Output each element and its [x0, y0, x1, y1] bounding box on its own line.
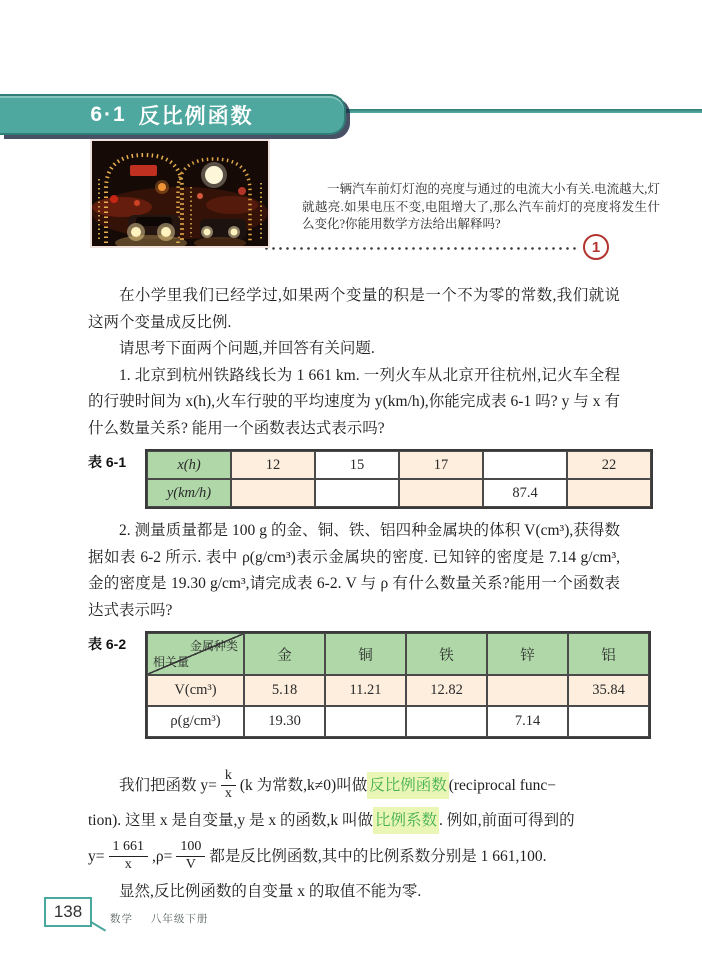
table-cell: 17 [399, 451, 483, 479]
table-cell [568, 706, 649, 737]
corner-label-top: 金属种类 [189, 639, 238, 653]
table-cell: 7.14 [487, 706, 568, 737]
corner-label-bottom: 相关量 [153, 655, 190, 669]
definition-text: 显然,反比例函数的自变量 x 的取值不能为零. [119, 883, 422, 900]
paragraph-intro: 在小学里我们已经学过,如果两个变量的积是一个不为零的常数,我们就说这两个变量成反比例. [88, 287, 620, 331]
column-header-cell: 铜 [325, 633, 406, 675]
column-header-cell: 铁 [406, 633, 487, 675]
definition-paragraph [88, 763, 620, 905]
section-title: 反比例函数 [138, 104, 254, 128]
table-cell: 15 [315, 451, 399, 479]
table-cell: 12 [231, 451, 315, 479]
table-cell [231, 479, 315, 507]
table-cell: 5.18 [244, 675, 325, 706]
table-cell [487, 675, 568, 706]
dotted-separator [265, 247, 578, 251]
diagonal-corner-cell [147, 633, 244, 675]
row-header-cell: y(km/h) [147, 479, 231, 507]
table-cell [567, 479, 651, 507]
paragraph-problem-1: 1. 北京到杭州铁路线长为 1 661 km. 一列火车从北京开往杭州,记火车全程的行驶时间为 x(h),火车行驶的平均速度为 y(km/h),你能完成表 6-1 吗? y 与 x 有什么数量关系? 能用一个函数表达式表示吗? [88, 366, 620, 437]
table-6-1-label: 表 6-1 [88, 454, 127, 470]
table-cell: 22 [567, 451, 651, 479]
photo-caption: 一辆汽车前灯灯泡的亮度与通过的电流大小有关.电流越大,灯就越亮.如果电压不变,电阻增大了,那么汽车前灯的亮度将发生什么变化?你能用数学方法给出解释吗? [302, 182, 660, 231]
night-street-photo [90, 139, 270, 248]
definition-text: (k 为常数,k≠0)叫做 [239, 776, 368, 794]
table-6-1-block [88, 449, 620, 509]
column-header-cell: 金 [244, 633, 325, 675]
definition-text: ,ρ= [152, 847, 173, 865]
table-cell: 12.82 [406, 675, 487, 706]
table-6-1 [145, 449, 653, 509]
main-text-column [88, 283, 625, 905]
table-cell: 11.21 [325, 675, 406, 706]
term-inverse-function: 反比例函数 [367, 772, 449, 799]
definition-text: (reciprocal func− [448, 776, 557, 794]
table-cell: 87.4 [483, 479, 567, 507]
column-header-cell: 锌 [487, 633, 568, 675]
callout-number-badge: 1 [583, 234, 609, 260]
table-row [147, 451, 651, 479]
table-row [147, 706, 649, 737]
definition-text: 都是反比例函数,其中的比例系数分别是 1 661,100. [209, 847, 547, 865]
footer-volume: 八年级下册 [150, 913, 209, 925]
table-cell [399, 479, 483, 507]
fraction-k-over-x: $\frac{k}{x}$ [221, 768, 236, 802]
table-cell [483, 451, 567, 479]
footer-subject: 数学 [110, 913, 133, 925]
header-rule-line [330, 109, 702, 113]
definition-text: tion). 这里 x 是自变量,y 是 x 的函数,k 叫做 [88, 812, 374, 829]
section-number: 6·1 [90, 102, 127, 126]
table-cell [406, 706, 487, 737]
table-row [147, 675, 649, 706]
paragraph-prompt: 请思考下面两个问题,并回答有关问题. [119, 340, 375, 357]
definition-line-3 [88, 834, 620, 878]
definition-text: y= [88, 847, 105, 865]
row-header-cell: x(h) [147, 451, 231, 479]
table-row [147, 479, 651, 507]
table-cell: 19.30 [244, 706, 325, 737]
column-header-cell: 铝 [568, 633, 649, 675]
table-6-2-block [88, 631, 625, 739]
table-cell [315, 479, 399, 507]
paragraph-problem-2: 2. 测量质量都是 100 g 的金、铜、铁、铝四种金属块的体积 V(cm³),获得数据如表 6-2 所示. 表中 ρ(g/cm³)表示金属块的密度. 已知锌的密度是 7.14 g/cm³,金的密度是 19.30 g/cm³,请完成表 6-2. V 与 ρ 有什么数量关系?能用一个函数表达式表示吗? [88, 522, 620, 619]
table-header-row [147, 633, 649, 675]
definition-line-4 [88, 878, 620, 905]
fraction-1661-over-x: $\frac{1 661}{x}$ [109, 839, 149, 873]
definition-line-2 [88, 807, 620, 834]
section-header-bar [0, 94, 346, 135]
footer-book-info [110, 911, 208, 926]
table-6-2 [145, 631, 651, 739]
row-header-cell: V(cm³) [147, 675, 244, 706]
definition-line-1 [88, 763, 620, 807]
table-6-2-label: 表 6-2 [88, 636, 127, 652]
definition-text: . 例如,前面可得到的 [439, 812, 575, 829]
page-number-badge: 138 [44, 897, 92, 927]
table-cell [325, 706, 406, 737]
photo-illustration [92, 141, 268, 246]
term-proportionality-coefficient: 比例系数 [373, 807, 439, 834]
row-header-cell: ρ(g/cm³) [147, 706, 244, 737]
definition-text: 我们把函数 y= [119, 776, 217, 794]
fraction-100-over-V: $\frac{100}{V}$ [176, 839, 205, 873]
table-cell: 35.84 [568, 675, 649, 706]
page-badge-tail [90, 921, 106, 931]
